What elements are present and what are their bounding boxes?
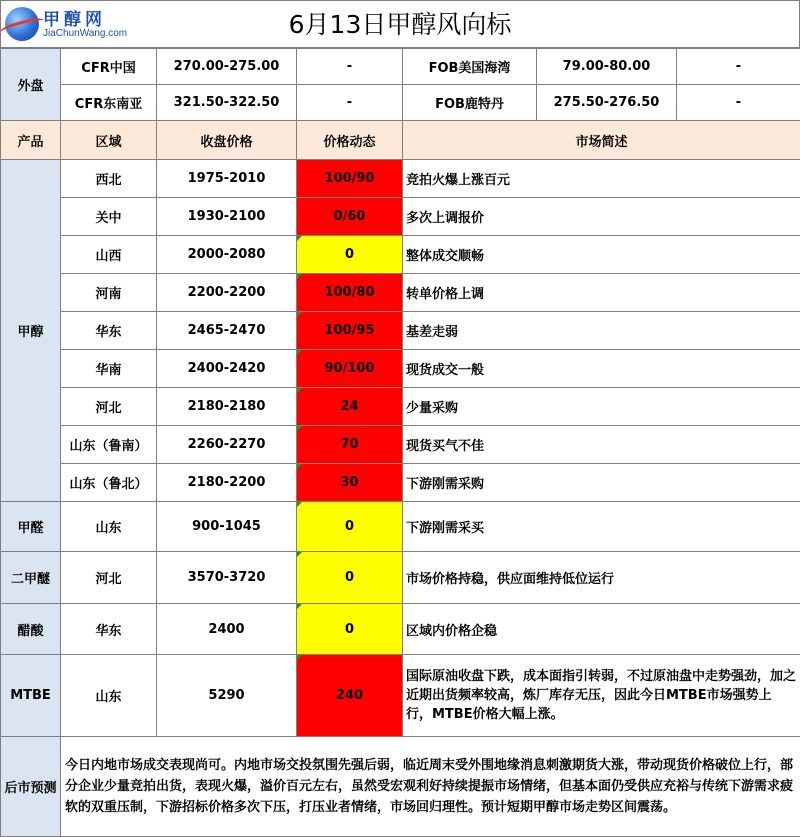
header-price: 收盘价格 [157, 121, 297, 160]
methanol-row [1, 312, 800, 350]
product-label: MTBE [1, 655, 61, 737]
price-cell: 2180-2180 [157, 388, 297, 426]
price-cell: 2400 [157, 604, 297, 655]
region-cell: 河南 [61, 274, 157, 312]
dynamics-cell: 100/95 [297, 312, 403, 350]
region-cell: 西北 [61, 160, 157, 198]
dynamics-cell: 24 [297, 388, 403, 426]
external-change: - [297, 49, 403, 85]
external-change: - [677, 85, 800, 121]
region-cell: 河北 [61, 388, 157, 426]
price-cell: 1975-2010 [157, 160, 297, 198]
summary-cell: 现货成交一般 [403, 350, 800, 388]
header-product: 产品 [1, 121, 61, 160]
external-name: CFR东南亚 [61, 85, 157, 121]
dynamics-cell: 90/100 [297, 350, 403, 388]
summary-cell: 下游刚需采买 [403, 502, 800, 552]
external-change: - [677, 49, 800, 85]
methanol-row [1, 274, 800, 312]
dynamics-cell: 0/60 [297, 198, 403, 236]
price-cell: 2000-2080 [157, 236, 297, 274]
product-label: 醋酸 [1, 604, 61, 655]
external-price: 79.00-80.00 [537, 49, 677, 85]
dynamics-cell: 240 [297, 655, 403, 737]
dynamics-cell: 100/80 [297, 274, 403, 312]
external-row [1, 49, 800, 85]
header-region: 区域 [61, 121, 157, 160]
product-row [1, 604, 800, 655]
header-summary: 市场简述 [403, 121, 800, 160]
price-table [0, 48, 800, 837]
product-row [1, 552, 800, 604]
region-cell: 华东 [61, 312, 157, 350]
price-cell: 2465-2470 [157, 312, 297, 350]
product-label: 甲醛 [1, 502, 61, 552]
external-name: CFR中国 [61, 49, 157, 85]
header-dynamics: 价格动态 [297, 121, 403, 160]
external-name: FOB鹿特丹 [403, 85, 537, 121]
price-cell: 1930-2100 [157, 198, 297, 236]
dynamics-cell: 0 [297, 552, 403, 604]
dynamics-cell: 100/90 [297, 160, 403, 198]
methanol-row [1, 236, 800, 274]
dynamics-cell: 30 [297, 464, 403, 502]
methanol-row [1, 198, 800, 236]
external-price: 321.50-322.50 [157, 85, 297, 121]
external-row [1, 85, 800, 121]
summary-cell: 现货买气不佳 [403, 426, 800, 464]
page-title: 6月13日甲醇风向标 [1, 1, 799, 49]
summary-cell: 国际原油收盘下跌，成本面指引转弱，不过原油盘中走势强劲，加之近期出货频率较高，炼厂库存无压，因此今日MTBE市场强势上行，MTBE价格大幅上涨。 [403, 655, 800, 737]
header-row [1, 121, 800, 160]
price-cell: 3570-3720 [157, 552, 297, 604]
summary-cell: 少量采购 [403, 388, 800, 426]
forecast-text: 今日内地市场成交表现尚可。内地市场交投氛围先强后弱，临近周末受外围地缘消息刺激期货大涨，带动现货价格破位上行，部分企业少量竞拍出货，表现火爆，溢价百元左右，虽然受宏观利好持续提振市场情绪，但基本面仍受供应充裕与传统下游需求疲软的双重压制，下游招标价格多次下压，打压业者情绪，市场回归理性。预计短期甲醇市场走势区间震荡。 [61, 737, 800, 837]
price-cell: 2400-2420 [157, 350, 297, 388]
region-cell: 山东（鲁北） [61, 464, 157, 502]
summary-cell: 转单价格上调 [403, 274, 800, 312]
product-row [1, 502, 800, 552]
dynamics-cell: 70 [297, 426, 403, 464]
region-cell: 山东 [61, 655, 157, 737]
logo-chinese-text: 甲醇网 [43, 5, 106, 30]
region-cell: 河北 [61, 552, 157, 604]
region-cell: 华南 [61, 350, 157, 388]
price-cell: 5290 [157, 655, 297, 737]
summary-cell: 竞拍火爆上涨百元 [403, 160, 800, 198]
forecast-label: 后市预测 [1, 737, 61, 837]
methanol-row [1, 160, 800, 198]
region-cell: 山东 [61, 502, 157, 552]
methanol-row [1, 350, 800, 388]
region-cell: 关中 [61, 198, 157, 236]
methanol-row [1, 464, 800, 502]
product-label: 二甲醚 [1, 552, 61, 604]
region-cell: 山东（鲁南） [61, 426, 157, 464]
summary-cell: 整体成交顺畅 [403, 236, 800, 274]
price-cell: 2260-2270 [157, 426, 297, 464]
dynamics-cell: 0 [297, 502, 403, 552]
product-row [1, 655, 800, 737]
price-cell: 2180-2200 [157, 464, 297, 502]
external-price: 270.00-275.00 [157, 49, 297, 85]
summary-cell: 基差走弱 [403, 312, 800, 350]
forecast-row [1, 737, 800, 837]
dynamics-cell: 0 [297, 236, 403, 274]
methanol-row [1, 426, 800, 464]
summary-cell: 市场价格持稳，供应面维持低位运行 [403, 552, 800, 604]
price-cell: 2200-2200 [157, 274, 297, 312]
external-name: FOB美国海湾 [403, 49, 537, 85]
summary-cell: 区域内价格企稳 [403, 604, 800, 655]
methanol-row [1, 388, 800, 426]
external-label: 外盘 [1, 49, 61, 121]
title-bar [0, 0, 800, 48]
external-price: 275.50-276.50 [537, 85, 677, 121]
region-cell: 山西 [61, 236, 157, 274]
summary-cell: 多次上调报价 [403, 198, 800, 236]
summary-cell: 下游刚需采购 [403, 464, 800, 502]
external-change: - [297, 85, 403, 121]
logo-english-text: JiaChunWang.com [43, 28, 127, 39]
price-cell: 900-1045 [157, 502, 297, 552]
methanol-label: 甲醇 [1, 160, 61, 502]
region-cell: 华东 [61, 604, 157, 655]
dynamics-cell: 0 [297, 604, 403, 655]
